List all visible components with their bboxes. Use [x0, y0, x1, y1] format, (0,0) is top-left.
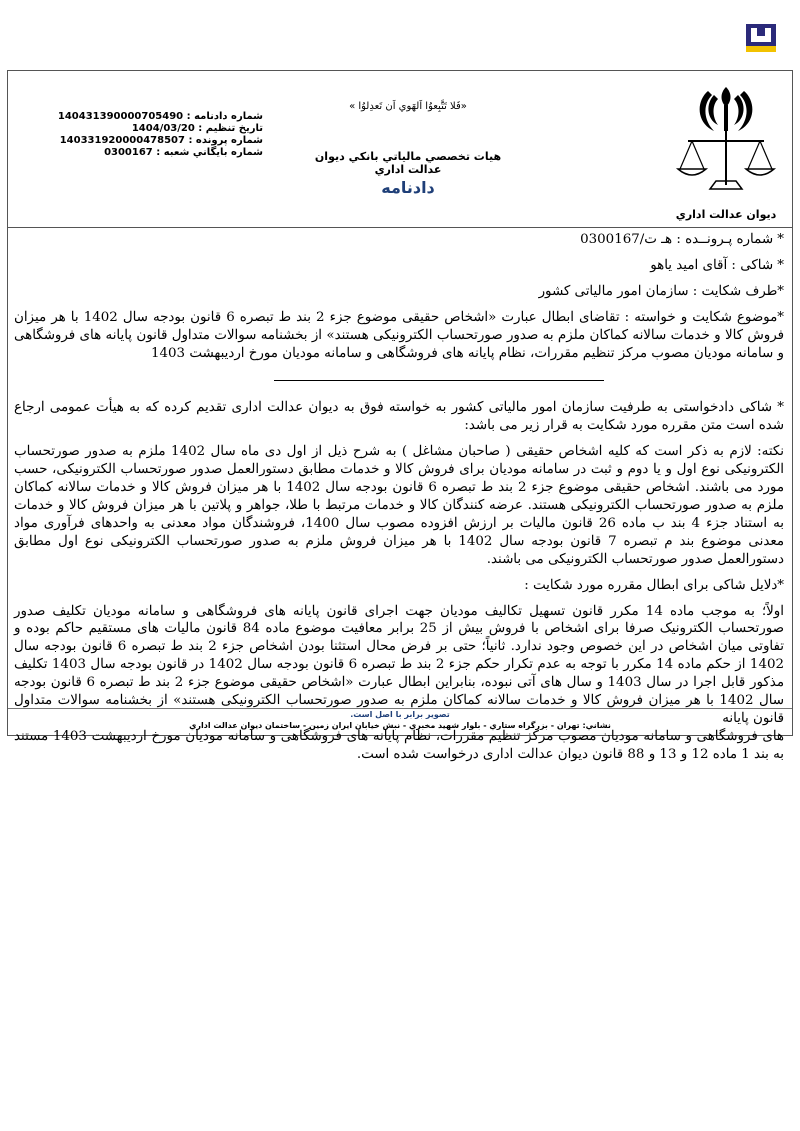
certified-copy-note: تصوير برابر با اصل است.: [350, 710, 450, 719]
brand-logo-icon: [746, 24, 776, 52]
document-frame: [7, 70, 793, 762]
complaint-subject: *موضوع شکایت و خواسته : تقاضای ابطال عبارت «اشخاص حقیقی موضوع جزء 2 بند ط تبصره 6 قانون بودجه سال 1402 با هر میزان فروش کالا و خدمات سالانه کماکان ملزم به صدور صورتحساب الکترونیکی هستند» از بخشنامه سوالات متداول قانون پایانه های فروشگاهی و سامانه مودیان مصوب مرکز تنظیم مقررات، نظام پایانه های فروشگاهی و سامانه مودیان مورخ اردیبهشت 1403: [14, 309, 784, 361]
intro-paragraph: * شاکی دادخواستی به طرفیت سازمان امور مالیاتی کشور به خواسته فوق به دیوان عدالت اداری تقدیم کرده که به هیأت عمومی ارجاع شده است متن مقرره مورد شکایت به قرار زیر می باشد:: [14, 400, 784, 434]
meta-archive-no: شماره بايگاني شعبه : 0300167: [104, 147, 263, 158]
reasons-paragraph-1: اولاً؛ به موجب ماده 14 مکرر قانون تسهیل تکالیف مودیان جهت اجرای قانون پایانه های فروشگاهی و سامانه مودیان تکلیف صدور صورتحساب الکترونیک صرفا برای اشخاص با فروش بیش از 25 برابر معافیت موضوع ماده 84 قانون مالیات های مستقیم حاکم بوده و تفاوتی میان اشخاص در این خصوص وجود ندارد. ثانیاً؛ حتی بر فرض محال استثنا بودن اشخاص جزء 2 بند ط تبصره 6 قانون بودجه سال 1402 از حکم ماده 14 مکرر با توجه به عدم تکرار حکم جزء 2 بند ط تبصره 6 قانون بودجه سال 1402 در قانون بودجه سال 1403 تکلیف مذکور قابل اجرا در سال 1403 و سال های آتی نبوده، بنابراین ابطال عبارت «اشخاص حقیقی موضوع جزء 2 بند ط تبصره 6 قانون بودجه سال 1402 با هر میزان فروش کالا و خدمات سالانه کماکان ملزم به صدور صورتحساب الکترونیکی هستند» از بخشنامه سوالات متداول قانون پایانه: [14, 603, 784, 726]
court-emblem: [666, 81, 786, 221]
document-header: [8, 71, 792, 228]
meta-case-no: شماره پرونده : 140331920000478507: [59, 135, 263, 146]
plaintiff: * شاکی : آقای امید یاهو: [650, 257, 784, 273]
reasons-heading: *دلایل شاکی برای ابطال مقرره مورد شکایت :: [524, 577, 784, 593]
court-address: نشاني: تهران - بزرگراه ستاري - بلوار شهيد مخبري - نبش خيابان ايران زمين - ساختمان ديوان عدالت اداري: [189, 721, 611, 730]
separator-line: [274, 380, 604, 381]
meta-date: تاريخ تنظيم : 1404/03/20: [131, 123, 263, 134]
header-verse: «فَلا تَتَّبِعوُا اَلهَوي اَن تَعدِلوُا »: [349, 101, 467, 112]
reasons-paragraph-2: های فروشگاهی و سامانه مودیان مصوب مرکز تنظیم مقررات، نظام پایانه های فروشگاهی و سامانه مودیان مورخ اردیبهشت 1403 مستند به بند 1 ماده 12 و 13 و 88 قانون دیوان عدالت اداری درخواست شده است.: [14, 728, 784, 762]
note-paragraph: نکته: لازم به ذکر است که کلیه اشخاص حقیقی ( صاحبان مشاغل ) به شرح ذیل از اول دی ماه سال 1402 ملزم به صدور صورتحساب الکترونیکی نوع اول و یا دوم و ثبت در سامانه مودیان برای فروش کالا و خدمات مطابق دستورالعمل صدور صورتحساب الکترونیکی، حسب مورد می باشند. اشخاص حقیقی موضوع جزء 2 بند ط تبصره 6 قانون بودجه سال 1402 با هر میزان فروش کالا و خدمات سالانه کماکان ملزم به صدور صورتحساب الکترونیکی هستند. عرضه کنندگان کالا و خدمات مرتبط با طلا، جواهر و پلاتین با هر میزان فروش کالا و خدمات به استناد جزء 4 بند ب ماده 26 قانون مالیات بر ارزش افزوده مصوب سال 1400، فروشندگان مواد معدنی به واحدهای فرآوری مواد معدنی موضوع بند م تبصره 7 قانون بودجه سال 1402 با هر میزان فروش ملزم به صدور صورتحساب الکترونیکی نوع اول مطابق دستورالعمل صدور صورتحساب الکترونیکی می باشند.: [14, 444, 785, 567]
document-title: دادنامه: [381, 178, 435, 197]
case-meta: [48, 111, 263, 159]
emblem-icon: [670, 81, 782, 199]
case-number: * شماره پـرونــده : هـ ت/0300167: [580, 232, 784, 247]
defendant: *طرف شکایت : سازمان امور مالیاتی کشور: [538, 283, 784, 299]
document-body: [14, 231, 784, 772]
document-footer: [8, 709, 792, 731]
bench-name: هيات تخصصي مالياتي بانكي ديوان عدالت اداري: [314, 150, 502, 176]
court-name: ديوان عدالت اداري: [675, 208, 777, 221]
meta-judgment-no: شماره دادنامه : 140431390000705490: [57, 111, 263, 122]
header-center: [298, 101, 518, 197]
